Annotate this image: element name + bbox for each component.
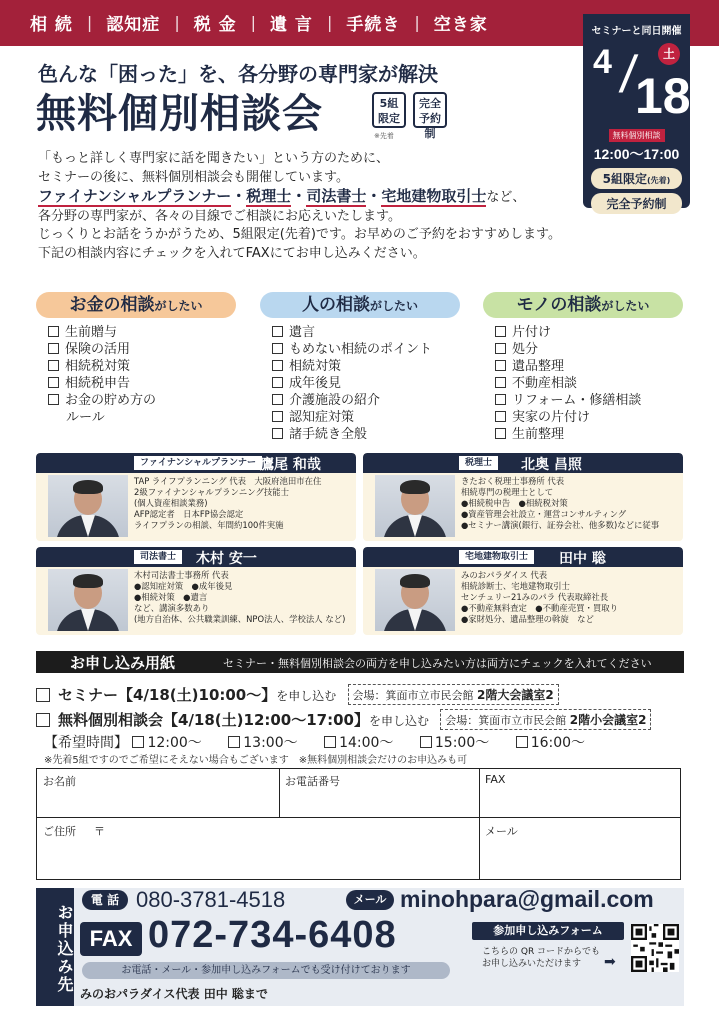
category-item: 遺 言 xyxy=(270,15,313,35)
tel-label: 電 話 xyxy=(82,890,128,910)
checkbox xyxy=(495,428,506,439)
checkbox xyxy=(495,377,506,388)
expert-name: 田中 聡 xyxy=(559,551,606,567)
expert-name: 木村 安一 xyxy=(196,551,257,567)
intro-text: 「もっと詳しく専門家に話を聞きたい」という方のために、 セミナーの後に、無料個別相談会も開催しています。 ファイナンシャルプランナー・税理士・司法書士・宅地建物取引士など、 各分野の専門家が、各々の目線でご相談にお応えいたします。 じっくりとお話をうかがうため、5組限定(先着)です。お早めのご予約をおすすめします。 下記の相談内容にチェックを入れてFAXにてお申し込みください。 xyxy=(38,151,561,261)
checklist-item[interactable]: お金の貯め方の xyxy=(48,392,236,409)
checklist-item[interactable]: 相続対策 xyxy=(272,358,460,375)
category-bar: 相 続 | 認知症 | 税 金 | 遺 言 | 手続き | 空き家 xyxy=(0,0,719,46)
expert-highlight: 税理士 xyxy=(246,187,292,205)
checkbox xyxy=(228,736,240,748)
checkbox xyxy=(272,428,283,439)
checklist-item[interactable]: 片付け xyxy=(495,324,683,341)
checkbox xyxy=(48,360,59,371)
preferred-time-row xyxy=(44,732,607,752)
checkbox xyxy=(272,411,283,422)
fax-field[interactable]: FAX xyxy=(485,773,506,786)
consult-checkbox[interactable] xyxy=(36,713,50,727)
page-subtitle: 色んな「困った」を、各分野の専門家が解決 xyxy=(38,62,438,86)
checkbox xyxy=(48,394,59,405)
money-consult-column xyxy=(36,292,236,426)
checklist-item[interactable]: 介護施設の紹介 xyxy=(272,392,460,409)
expert-role: 税理士 xyxy=(459,456,498,470)
time-slot[interactable]: 16:00〜 xyxy=(516,735,585,751)
checkbox xyxy=(495,343,506,354)
contact-side-label: お申込み先 xyxy=(36,888,74,1006)
time-slot[interactable]: 14:00〜 xyxy=(324,735,393,751)
checkbox xyxy=(48,343,59,354)
limit-badge: 5組 限定 xyxy=(372,92,406,128)
preferred-time-label: 【希望時間】 xyxy=(44,735,128,751)
expert-card xyxy=(36,547,356,635)
checklist-item[interactable]: 諸手続き全般 xyxy=(272,426,460,443)
fax-number[interactable]: 072-734-6408 xyxy=(148,914,397,956)
time-slot[interactable]: 12:00〜 xyxy=(132,735,201,751)
fax-label: FAX xyxy=(80,922,142,956)
tel-number[interactable]: 080-3781-4518 xyxy=(136,887,286,912)
representative: みのおパラダイス代表 田中 聡まで xyxy=(80,987,268,1001)
checkbox xyxy=(132,736,144,748)
expert-description: 木村司法書士事務所 代表 ●認知症対策 ●成年後見 ●相続対策 ●遺言 など、講演多数あり (地方自治体、公共職業訓練、NPO法人、学校法人 など) xyxy=(134,570,346,624)
checkbox xyxy=(272,343,283,354)
time-slot[interactable]: 13:00〜 xyxy=(228,735,297,751)
date-day: 18 xyxy=(635,68,691,124)
consult-venue: 会場：箕面市立市民会館 2階小会議室2 xyxy=(440,709,651,730)
qr-code-icon[interactable] xyxy=(631,924,679,972)
checklist-item[interactable]: リフォーム・修繕相談 xyxy=(495,392,683,409)
checkbox xyxy=(495,411,506,422)
expert-role: ファイナンシャルプランナー xyxy=(134,456,262,470)
checkbox xyxy=(272,394,283,405)
category-item: 手続き xyxy=(346,15,401,35)
address-field[interactable]: ご住所 〒 xyxy=(43,825,105,838)
expert-photo xyxy=(375,475,455,537)
seminar-venue: 会場：箕面市立市民会館 2階大会議室2 xyxy=(348,684,559,705)
expert-role: 司法書士 xyxy=(134,550,182,564)
checkbox xyxy=(272,326,283,337)
checkbox xyxy=(495,360,506,371)
checkbox xyxy=(420,736,432,748)
checklist-item[interactable]: 処分 xyxy=(495,341,683,358)
checklist-item[interactable]: 相続税申告 xyxy=(48,375,236,392)
expert-highlight: 司法書士 xyxy=(306,187,367,205)
contact-section xyxy=(36,888,684,1006)
checklist-item[interactable]: 相続税対策 xyxy=(48,358,236,375)
checkbox xyxy=(272,360,283,371)
reservation-badge: 完全 予約制 xyxy=(413,92,447,128)
date-label: 無料個別相談 xyxy=(609,129,665,142)
application-subtitle: セミナー・無料個別相談会の両方を申し込みたい方は両方にチェックを入れてください xyxy=(223,657,652,670)
category-item: 相 続 xyxy=(30,15,73,35)
date-month: 4 xyxy=(593,43,612,81)
date-badge: セミナーと同日開催 4 / 18 土 無料個別相談 12:00〜17:00 5組限定(先着) 完全予約制 xyxy=(583,14,690,208)
checklist-item[interactable]: 生前整理 xyxy=(495,426,683,443)
checklist-item[interactable]: もめない相続のポイント xyxy=(272,341,460,358)
application-note: ※先着5組ですのでご希望にそえない場合もございます ※無料個別相談会だけのお申込みも可 xyxy=(44,755,468,766)
page-title: 無料個別相談会 xyxy=(36,91,323,137)
application-form xyxy=(36,768,681,880)
checklist-item[interactable]: 認知症対策 xyxy=(272,409,460,426)
mail-label: メール xyxy=(346,890,394,910)
checkbox xyxy=(48,326,59,337)
checklist-item[interactable]: 実家の片付け xyxy=(495,409,683,426)
checkbox xyxy=(48,377,59,388)
web-form-text: こちらの QR コードからでも お申し込みいただけます xyxy=(482,947,600,969)
expert-highlight: ファイナンシャルプランナー xyxy=(38,187,232,205)
checklist-item[interactable]: 不動産相談 xyxy=(495,375,683,392)
date-badge-header: セミナーと同日開催 xyxy=(591,26,682,37)
expert-description: きたおく税理士事務所 代表 相続専門の税理士として ●相続税申告 ●相続税対策 ●資産管理会社設立・運営コンサルティング ●セミナー講演(銀行、証券会社、他多数)などに従事 xyxy=(461,476,660,530)
web-form-label: 参加申し込みフォーム xyxy=(472,922,624,940)
category-item: 空き家 xyxy=(433,15,488,35)
seminar-checkbox[interactable] xyxy=(36,688,50,702)
column-header: お金の相談がしたい xyxy=(36,292,236,318)
mail-address[interactable]: minohpara@gmail.com xyxy=(400,886,654,912)
expert-card xyxy=(363,547,683,635)
checkbox xyxy=(495,326,506,337)
name-field[interactable]: お名前 xyxy=(43,775,76,788)
checkbox xyxy=(495,394,506,405)
arrow-right-icon: ➡ xyxy=(604,954,616,970)
category-item: 税 金 xyxy=(193,15,237,35)
things-consult-column xyxy=(483,292,683,443)
application-header xyxy=(36,651,684,673)
expert-role: 宅地建物取引士 xyxy=(459,550,534,564)
date-reservation: 完全予約制 xyxy=(591,193,682,214)
checkbox xyxy=(272,377,283,388)
expert-card xyxy=(36,453,356,541)
date-weekday: 土 xyxy=(658,43,680,65)
checkbox xyxy=(516,736,528,748)
seminar-option[interactable]: セミナー【4/18(土)10:00〜】を申し込む 会場：箕面市立市民会館 2階大会議室2 xyxy=(36,684,559,705)
checklist-item-continued: ルール xyxy=(66,410,105,425)
expert-highlight: 宅地建物取引士 xyxy=(381,187,487,205)
date-time: 12:00〜17:00 xyxy=(593,146,680,162)
date-limit: 5組限定(先着) xyxy=(591,168,682,189)
column-header: 人の相談がしたい xyxy=(260,292,460,318)
checklist-item[interactable]: 遺品整理 xyxy=(495,358,683,375)
application-title: お申し込み用紙 xyxy=(70,654,176,672)
checklist-item[interactable]: 成年後見 xyxy=(272,375,460,392)
checkbox xyxy=(324,736,336,748)
checklist-item[interactable]: 遺言 xyxy=(272,324,460,341)
people-consult-column xyxy=(260,292,460,443)
phone-field[interactable]: お電話番号 xyxy=(285,775,340,788)
limit-note: ※先着 xyxy=(374,132,394,140)
expert-card xyxy=(363,453,683,541)
email-field[interactable]: メール xyxy=(485,825,518,838)
expert-name: 鷹尾 和哉 xyxy=(260,457,321,473)
contact-also-note: お電話・メール・参加申し込みフォームでも受け付けております xyxy=(82,962,450,979)
checklist-item[interactable]: 生前贈与 xyxy=(48,324,236,341)
expert-description: TAP ライフプランニング 代表 大阪府池田市在住 2級ファイナンシャルプランニング技能士 (個人資産相談業務) AFP認定者 日本FP協会認定 ライフプランの相談、年間約100件実施 xyxy=(134,476,322,530)
expert-photo xyxy=(48,569,128,631)
expert-photo xyxy=(48,475,128,537)
column-header: モノの相談がしたい xyxy=(483,292,683,318)
expert-name: 北奥 昌照 xyxy=(521,457,582,473)
category-item: 認知症 xyxy=(106,15,161,35)
consult-option[interactable]: 無料個別相談会【4/18(土)12:00〜17:00】を申し込む 会場：箕面市立市民会館 2階小会議室2 xyxy=(36,709,651,730)
time-slot[interactable]: 15:00〜 xyxy=(420,735,489,751)
expert-photo xyxy=(375,569,455,631)
checklist-item[interactable]: 保険の活用 xyxy=(48,341,236,358)
expert-description: みのおパラダイス 代表 相続診断士、宅地建物取引士 センチュリー21みのパラ 代表取締社長 ●不動産無料査定 ●不動産売買・買取り ●家財処分、遺品整理の斡旋 など xyxy=(461,570,618,624)
